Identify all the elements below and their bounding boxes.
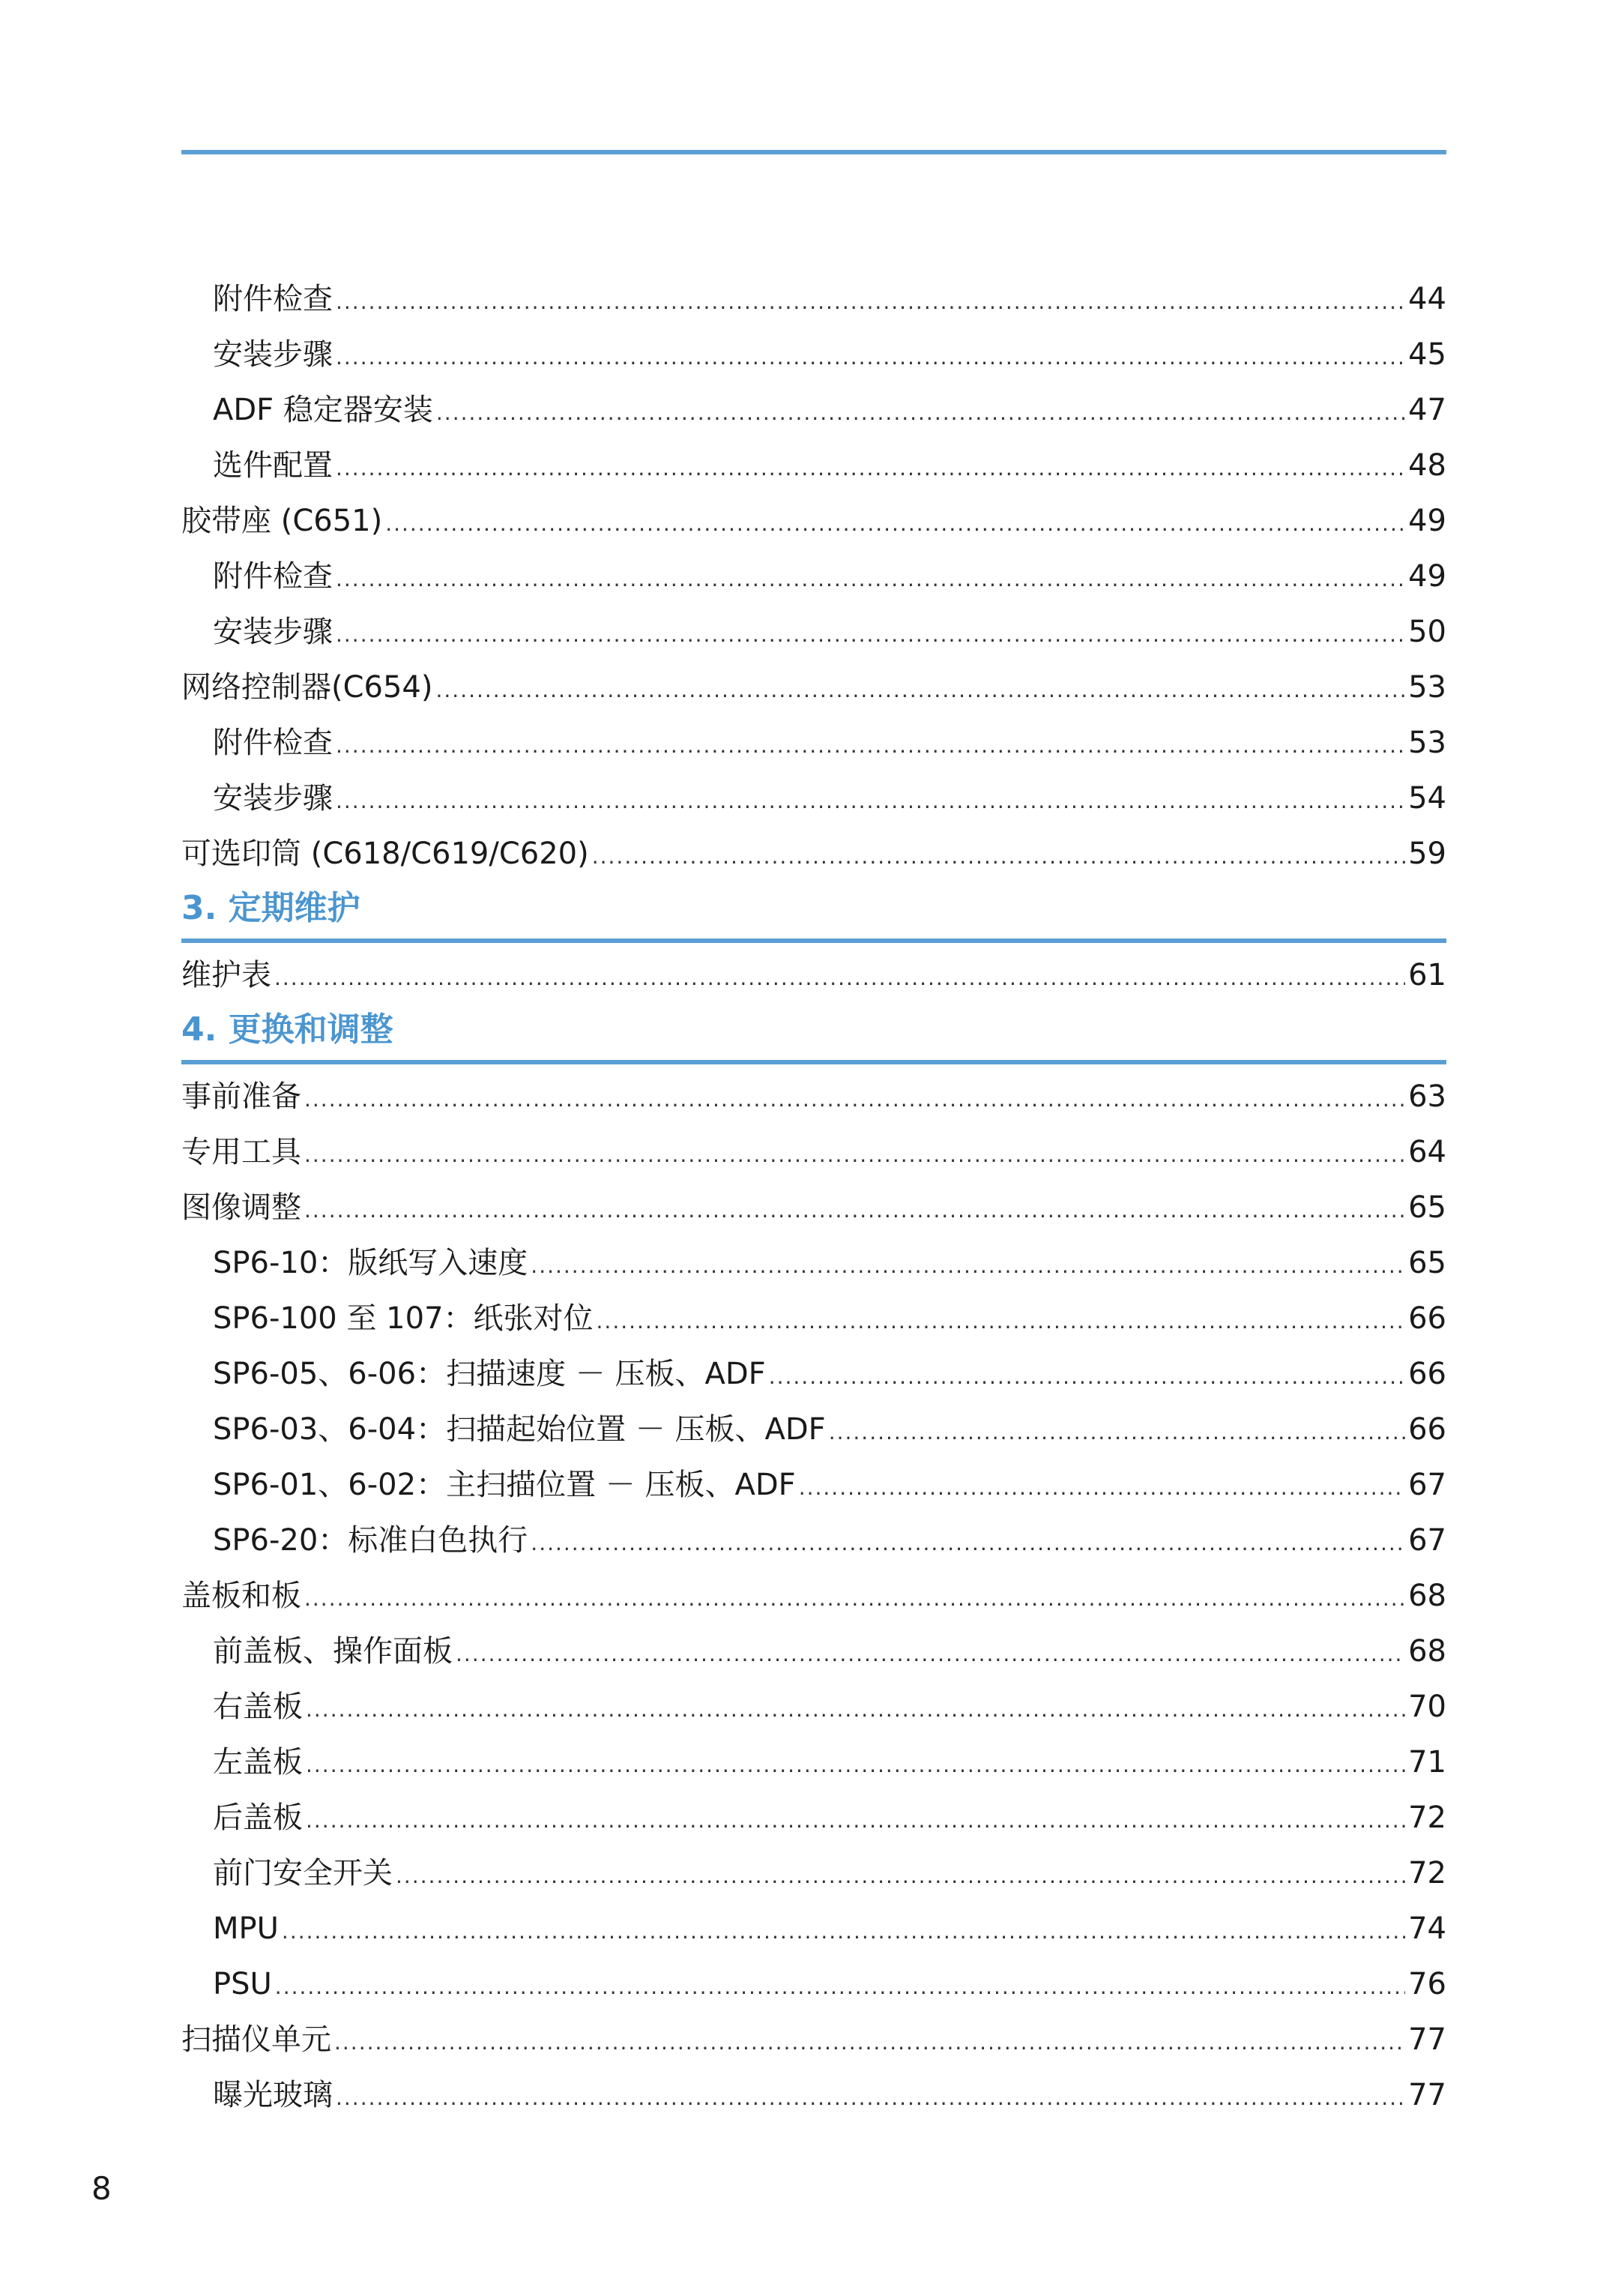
toc-entry-page: 68	[1408, 1579, 1446, 1613]
toc-entry-subsection[interactable]	[181, 1735, 1446, 1790]
toc-entry-subsection[interactable]	[181, 1513, 1446, 1568]
toc-entry-title: 可选印筒 (C618/C619/C620)	[181, 837, 589, 871]
dot-leader	[336, 552, 1405, 607]
toc-entry-page: 77	[1408, 2022, 1446, 2057]
toc-entry-title: 附件检查	[213, 282, 333, 316]
toc-entry-page: 61	[1408, 958, 1446, 992]
toc-entry-title: 事前准备	[181, 1079, 301, 1114]
toc-entry-title: 维护表	[181, 958, 271, 992]
dot-leader	[336, 774, 1405, 829]
toc-entry-subsection[interactable]	[181, 1235, 1446, 1291]
toc-entry-title: 附件检查	[213, 559, 333, 594]
toc-entry-subsection[interactable]	[181, 1402, 1446, 1457]
dot-leader	[456, 1627, 1405, 1682]
toc-entry-subsection[interactable]	[181, 327, 1446, 382]
toc-entry-title: 后盖板	[213, 1801, 303, 1835]
toc-entry-title: 安装步骤	[213, 615, 333, 649]
toc-entry-title: 网络控制器(C654)	[181, 670, 433, 705]
toc-entry-page: 67	[1408, 1523, 1446, 1558]
toc-entry-title: SP6-10：版纸写入速度	[213, 1246, 528, 1280]
dot-leader	[336, 718, 1405, 774]
toc-entry-subsection[interactable]	[181, 271, 1446, 327]
toc-entry-title: 曝光玻璃	[213, 2078, 333, 2112]
toc-entry-page: 49	[1408, 559, 1446, 594]
toc-entry-page: 74	[1408, 1911, 1446, 1946]
toc-entry-section[interactable]	[181, 1069, 1446, 1124]
toc-entry-title: 附件检查	[213, 726, 333, 760]
header-rule	[181, 150, 1446, 154]
toc-entry-page: 53	[1408, 726, 1446, 760]
dot-leader	[334, 2015, 1405, 2070]
toc-entry-title: 选件配置	[213, 448, 333, 483]
toc-entry-page: 59	[1408, 837, 1446, 871]
toc-entry-page: 76	[1408, 1967, 1446, 2001]
toc-entry-title: 右盖板	[213, 1690, 303, 1724]
toc-entry-title: 专用工具	[181, 1135, 301, 1169]
toc-entry-page: 54	[1408, 781, 1446, 816]
toc-entry-subsection[interactable]	[181, 1845, 1446, 1901]
dot-leader	[436, 663, 1406, 718]
toc-entry-subsection[interactable]	[181, 1790, 1446, 1845]
dot-leader	[336, 607, 1405, 663]
toc-entry-title: 前盖板、操作面板	[213, 1634, 453, 1669]
toc-entry-title: SP6-01、6-02：主扫描位置 － 压板、ADF	[213, 1468, 796, 1502]
toc-entry-page: 63	[1408, 1079, 1446, 1114]
toc-entry-title: ADF 稳定器安装	[213, 393, 433, 427]
dot-leader	[769, 1349, 1405, 1405]
dot-leader	[531, 1516, 1405, 1571]
toc-entry-title: 扫描仪单元	[181, 2022, 331, 2057]
toc-entry-subsection[interactable]	[181, 1901, 1446, 1956]
toc-entry-subsection[interactable]	[181, 1291, 1446, 1346]
toc-entry-title: SP6-100 至 107：纸张对位	[213, 1301, 594, 1336]
toc-entry-section[interactable]	[181, 826, 1446, 882]
toc-entry-page: 45	[1408, 337, 1446, 372]
dot-leader	[275, 1959, 1405, 2015]
dot-leader	[274, 950, 1405, 1006]
dot-leader	[306, 1738, 1405, 1793]
dot-leader	[436, 385, 1405, 441]
toc-entry-page: 77	[1408, 2078, 1446, 2112]
toc-entry-section[interactable]	[181, 660, 1446, 715]
dot-leader	[304, 1571, 1405, 1627]
toc-entry-title: SP6-05、6-06：扫描速度 － 压板、ADF	[213, 1357, 766, 1391]
dot-leader	[304, 1127, 1405, 1183]
dot-leader	[597, 1294, 1406, 1349]
dot-leader	[282, 1904, 1405, 1959]
toc-entry-section[interactable]	[181, 2012, 1446, 2067]
dot-leader	[306, 1682, 1405, 1738]
toc-entry-subsection[interactable]	[181, 438, 1446, 493]
toc-entry-title: 胶带座 (C651)	[181, 504, 383, 538]
dot-leader	[829, 1405, 1405, 1460]
toc-entry-title: 图像调整	[181, 1190, 301, 1225]
dot-leader	[306, 1793, 1405, 1848]
dot-leader	[304, 1183, 1405, 1238]
toc-entry-page: 66	[1408, 1412, 1446, 1447]
toc-entry-title: SP6-03、6-04：扫描起始位置 － 压板、ADF	[213, 1412, 826, 1447]
toc-entry-page: 48	[1408, 448, 1446, 483]
toc-entry-section[interactable]	[181, 947, 1446, 1003]
dot-leader	[336, 2070, 1405, 2126]
chapter-heading: 4. 更换和调整	[181, 1003, 1446, 1064]
toc-entry-title: 盖板和板	[181, 1579, 301, 1613]
toc-entry-page: 72	[1408, 1856, 1446, 1890]
toc-entry-subsection[interactable]	[181, 2067, 1446, 2123]
toc-entry-subsection[interactable]	[181, 604, 1446, 660]
toc-entry-page: 72	[1408, 1801, 1446, 1835]
toc-entry-subsection[interactable]	[181, 549, 1446, 604]
dot-leader	[799, 1460, 1405, 1516]
toc-entry-page: 53	[1408, 670, 1446, 705]
toc-entry-page: 65	[1408, 1246, 1446, 1280]
dot-leader	[336, 274, 1405, 330]
toc-entry-page: 44	[1408, 282, 1446, 316]
dot-leader	[304, 1072, 1405, 1127]
toc-entry-title: 前门安全开关	[213, 1856, 393, 1890]
toc-entry-section[interactable]	[181, 1568, 1446, 1624]
dot-leader	[336, 441, 1405, 496]
toc-entry-section[interactable]	[181, 1124, 1446, 1180]
toc-entry-page: 65	[1408, 1190, 1446, 1225]
toc-entry-page: 64	[1408, 1135, 1446, 1169]
chapter-heading: 3. 定期维护	[181, 882, 1446, 943]
page-number: 8	[91, 2170, 112, 2207]
dot-leader	[531, 1238, 1405, 1294]
toc-entry-subsection[interactable]	[181, 1457, 1446, 1513]
toc-entry-title: 左盖板	[213, 1745, 303, 1780]
toc-entry-subsection[interactable]	[181, 771, 1446, 826]
toc-entry-subsection[interactable]	[181, 382, 1446, 438]
dot-leader	[592, 829, 1405, 885]
toc-entry-title: SP6-20：标准白色执行	[213, 1523, 528, 1558]
toc-entry-subsection[interactable]	[181, 1679, 1446, 1735]
toc-entry-title: PSU	[213, 1967, 272, 2001]
toc-entry-page: 71	[1408, 1745, 1446, 1780]
toc-entry-page: 70	[1408, 1690, 1446, 1724]
toc-entry-subsection[interactable]	[181, 1346, 1446, 1402]
toc-entry-section[interactable]	[181, 493, 1446, 549]
dot-leader	[396, 1848, 1405, 1904]
toc-entry-page: 49	[1408, 504, 1446, 538]
toc-entry-title: 安装步骤	[213, 337, 333, 372]
toc-entry-subsection[interactable]	[181, 1624, 1446, 1679]
toc-entry-subsection[interactable]	[181, 715, 1446, 771]
toc-entry-page: 50	[1408, 615, 1446, 649]
toc-entry-page: 67	[1408, 1468, 1446, 1502]
toc-entry-page: 66	[1408, 1301, 1446, 1336]
table-of-contents	[181, 271, 1446, 2123]
dot-leader	[385, 496, 1405, 552]
toc-entry-title: 安装步骤	[213, 781, 333, 816]
toc-entry-section[interactable]	[181, 1180, 1446, 1235]
toc-entry-page: 47	[1408, 393, 1446, 427]
toc-entry-title: MPU	[213, 1911, 279, 1946]
toc-entry-page: 66	[1408, 1357, 1446, 1391]
toc-entry-subsection[interactable]	[181, 1956, 1446, 2012]
dot-leader	[336, 330, 1405, 385]
toc-entry-page: 68	[1408, 1634, 1446, 1669]
